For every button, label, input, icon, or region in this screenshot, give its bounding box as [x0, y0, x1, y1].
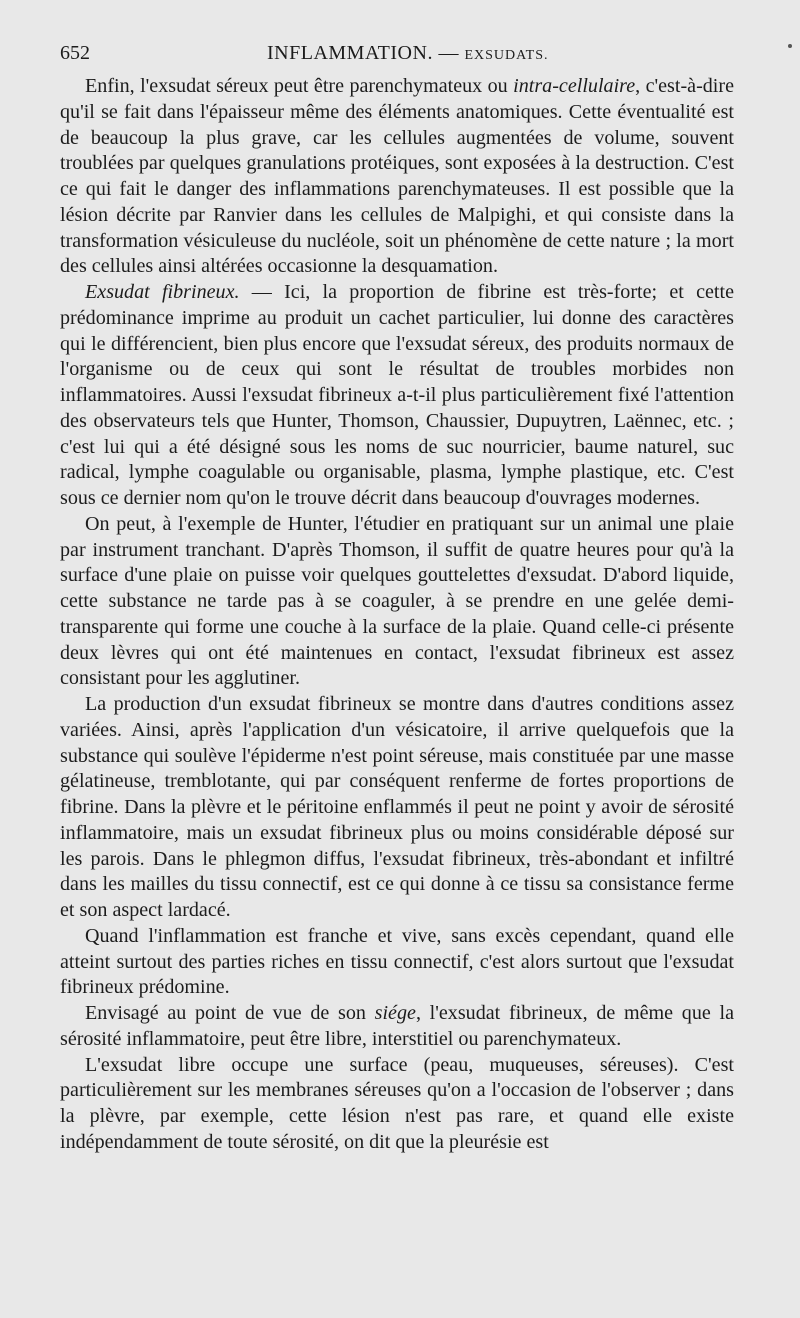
paragraph: Envisagé au point de vue de son siége, l'exsudat fibrineux, de même que la sérosité inflammatoire, peut être libre, interstitiel ou parenchymateux.	[60, 1002, 734, 1050]
running-header	[60, 38, 740, 68]
running-title-main: INFLAMMATION. —	[267, 42, 459, 64]
paragraph: Quand l'inflammation est franche et vive, sans excès cependant, quand elle atteint surtout des parties riches en tissu connectif, c'est alors surtout que l'exsudat fibrineux prédomine.	[60, 924, 734, 999]
page-number: 652	[60, 42, 90, 64]
edge-mark	[788, 44, 792, 48]
running-title	[267, 42, 549, 65]
paragraph: L'exsudat libre occupe une surface (peau, muqueuses, séreuses). C'est particulièrement sur les membranes séreuses qu'on a l'occasion de l'observer ; dans la plèvre, par exemple, cette lésion n'est pas rare, et quand elle existe indépendamment de toute sérosité, on dit que la pleurésie est	[60, 1053, 734, 1153]
paragraph: On peut, à l'exemple de Hunter, l'étudier en pratiquant sur un animal une plaie par instrument tranchant. D'après Thomson, il suffit de quatre heures pour qu'à la surface d'une plaie on puisse voir quelques gouttelettes d'exsudat. D'abord liquide, cette substance ne tarde pas à se coaguler, à se prendre en une gelée demi-transparente qui forme une couche à la surface de la plaie. Quand celle-ci présente deux lèvres qui ont été maintenues en contact, l'exsudat fibrineux est assez consistant pour les agglutiner.	[60, 512, 734, 690]
paragraph: Enfin, l'exsudat séreux peut être parenchymateux ou intra-cellulaire, c'est-à-dire qu'il se fait dans l'épaisseur même des éléments anatomiques. Cette éventualité est de beaucoup la plus grave, car les cellules augmentées de volume, souvent troublées par quelques granulations protéiques, sont exposées à la destruction. C'est ce qui fait le danger des inflammations parenchymateuses. Il est possible que la lésion décrite par Ranvier dans les cellules de Malpighi, et qui consiste dans la transformation vésiculeuse du nucléole, soit un phénomène de cette nature ; la mort des cellules ainsi altérées occasionne la desquamation.	[60, 75, 735, 278]
paragraph: Exsudat fibrineux. — Ici, la proportion de fibrine est très-forte; et cette prédominance imprime au produit un cachet particulier, lui donne des caractères qui le différencient, bien plus encore que l'exsudat séreux, des produits normaux de l'organisme ou de ceux qui sont le résultat de troubles morbides non inflammatoires. Aussi l'exsudat fibrineux a-t-il plus particulièrement fixé l'attention des observateurs tels que Hunter, Thomson, Chaussier, Dupuytren, Laënnec, etc. ; c'est lui qui a été désigné sous les noms de suc nourricier, baume naturel, suc radical, lymphe coagulable ou organisable, plasma, lymphe plastique, etc. C'est sous ce dernier nom qu'on le trouve décrit dans beaucoup d'ouvrages modernes.	[60, 281, 734, 509]
running-title-sub: EXSUDATS.	[464, 48, 549, 63]
body-text	[60, 74, 734, 1156]
paragraph: La production d'un exsudat fibrineux se montre dans d'autres conditions assez variées. Ainsi, après l'application d'un vésicatoire, il arrive quelquefois que la substance qui soulève l'épiderme n'est point séreuse, mais constituée par une masse gélatineuse, tremblotante, qui par conséquent renferme de fortes proportions de fibrine. Dans la plèvre et le péritoine enflammés il peut ne point y avoir de sérosité inflammatoire, mais un exsudat fibrineux plus ou moins considérable déposé sur les parois. Dans le phlegmon diffus, l'exsudat fibrineux, très-abondant et infiltré dans les mailles du tissu connectif, est ce qui donne à ce tissu sa consistance ferme et son aspect lardacé.	[60, 693, 734, 921]
